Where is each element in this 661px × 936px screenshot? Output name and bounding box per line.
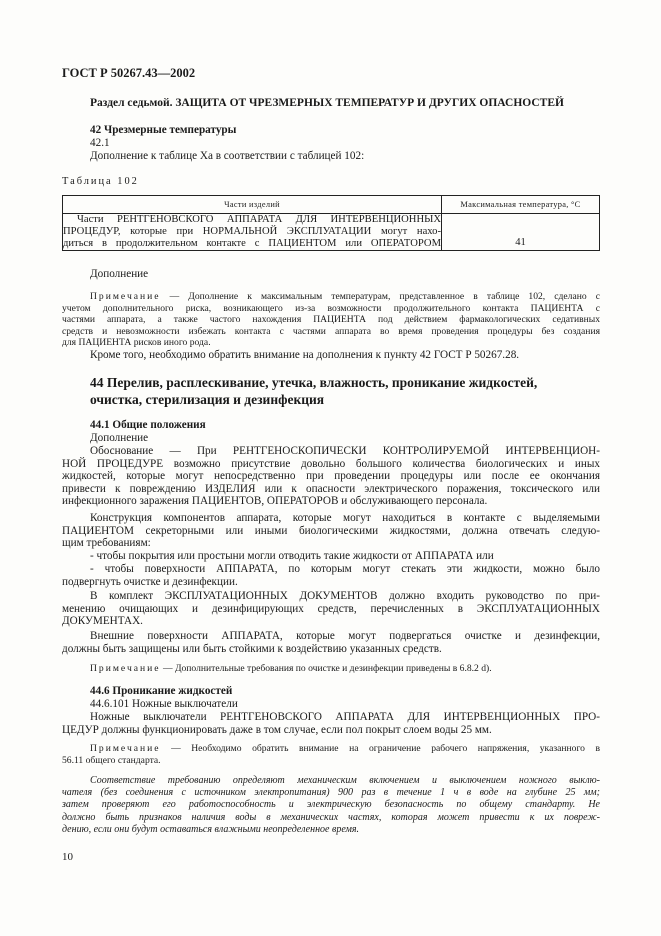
table-header-parts: Части изделий [63,196,442,214]
table-header-row [63,196,600,214]
bullet-2: - чтобы поверхности АППАРАТА, по которым могут стекать эти жидкости, можно было подвергнуть очистке и дезинфекции. [62,563,600,588]
paragraph-42-1: Дополнение к таблице Ха в соответствии с таблицей 102: [90,150,365,162]
table-cell-parts: Части РЕНТГЕНОВСКОГО АППАРАТА ДЛЯ ИНТЕРВЕНЦИОННЫХ ПРОЦЕДУР, которые при НОРМАЛЬНОЙ ЭКСПЛУАТАЦИИ могут нахо- диться в продолжительном контакте с ПАЦИЕНТОМ или ОПЕРАТОРОМ [63,214,441,249]
subclause-42-1: 42.1 [90,137,110,149]
heading-44: 44 Перелив, расплескивание, утечка, влажность, проникание жидкостей, очистка, стерилизация и дезинфекция [90,375,538,407]
rationale-44-1: Обоснование — При РЕНТГЕНОСКОПИЧЕСКИ КОНТРОЛИРУЕМОЙ ИНТЕРВЕНЦИОН- НОЙ ПРОЦЕДУРЕ возможно присутствие довольно большого количества биологических и иных жидкостей, которые могут непосредственно при проведении процедуры или после ее окончания привести к повреждению ИЗДЕЛИЯ или к опасности электрического поражения, токсического или инфекционного заражения ПАЦИЕНТОВ, ОПЕРАТОРОВ и обслуживающего персонала. [62,445,600,508]
section-title: Раздел седьмой. ЗАЩИТА ОТ ЧРЕЗМЕРНЫХ ТЕМПЕРАТУР И ДРУГИХ ОПАСНОСТЕЙ [90,97,564,109]
table-102 [62,195,600,251]
note-label: Примечание [90,663,161,674]
table-header-max-temp: Максимальная температура, °С [442,196,600,214]
compliance-test: Соответствие требованию определяют механическим включением и выключением ножного выклю- чателя (без соединения с источником электропитания) 900 раз в течение 1 ч в воде на глубине 25 мм; затем проверяют его работоспособность и электрическую безопасность по общему стандарту. Не должно быть признаков наличия воды в механических частях, которая может привести к их повреж- дению, если они будут оставаться влажными неопределенное время. [62,775,600,835]
note-label: Примечание [90,743,161,754]
addition-44-1: Дополнение [90,432,149,444]
document-header: ГОСТ Р 50267.43—2002 [62,66,196,80]
paragraph-44-6-101: Ножные выключатели РЕНТГЕНОВСКОГО АППАРАТА ДЛЯ ИНТЕРВЕНЦИОННЫХ ПРО- ЦЕДУР должны функционировать даже в том случае, если пол покрыт слоем воды 25 мм. [62,711,600,736]
heading-44-6: 44.6 Проникание жидкостей [90,685,233,697]
page-number: 10 [62,851,73,863]
note-44-6: Примечание — Необходимо обратить внимание на ограничение рабочего напряжения, указанного в 56.11 общего стандарта. [62,743,600,766]
note-42: Примечание — Дополнение к максимальным температурам, представленное в таблице 102, сделано с учетом дополнительного риска, возникающего из-за возможности продолжительного контакта ПАЦИЕНТА с частями аппарата, а также частого нахождения ПАЦИЕНТА под действием фармакологических седативных средств и невозможности избежать контакта с частями аппарата во время проведения процедуры без создания для ПАЦИЕНТА рисков иного рода. [62,291,600,349]
bullet-1: - чтобы покрытия или простыни могли отводить такие жидкости от АППАРАТА или [90,550,494,562]
heading-42: 42 Чрезмерные температуры [90,124,237,136]
subclause-44-6-101: 44.6.101 Ножные выключатели [90,698,238,710]
paragraph-also: Кроме того, необходимо обратить внимание на дополнения к пункту 42 ГОСТ Р 50267.28. [90,349,520,361]
construction-44-1: Конструкция компонентов аппарата, которые могут находиться в контакте с выделяемыми ПАЦИЕНТОМ секреторными или иными биологическими жидкостями, должна отвечать следую- щим требованиям: [62,512,600,550]
addition-label: Дополнение [90,268,149,280]
table-row [63,214,600,251]
table-caption: Таблица 102 [62,176,139,187]
note-44-1: Примечание — Дополнительные требования по очистке и дезинфекции приведены в 6.8.2 d). [90,663,492,674]
kit-paragraph: В комплект ЭКСПЛУАТАЦИОННЫХ ДОКУМЕНТОВ должно входить руководство по при- менению очищающих и дезинфицирующих средств, перечисленных в ЭКСПЛУАТАЦИОННЫХ ДОКУМЕНТАХ. [62,590,600,628]
heading-44-1: 44.1 Общие положения [90,419,206,431]
note-label: Примечание [90,291,161,302]
table-cell-value: 41 [442,214,600,251]
external-surfaces-paragraph: Внешние поверхности АППАРАТА, которые могут подвергаться очистке и дезинфекции, должны быть защищены или быть стойкими к воздействию указанных средств. [62,630,600,655]
